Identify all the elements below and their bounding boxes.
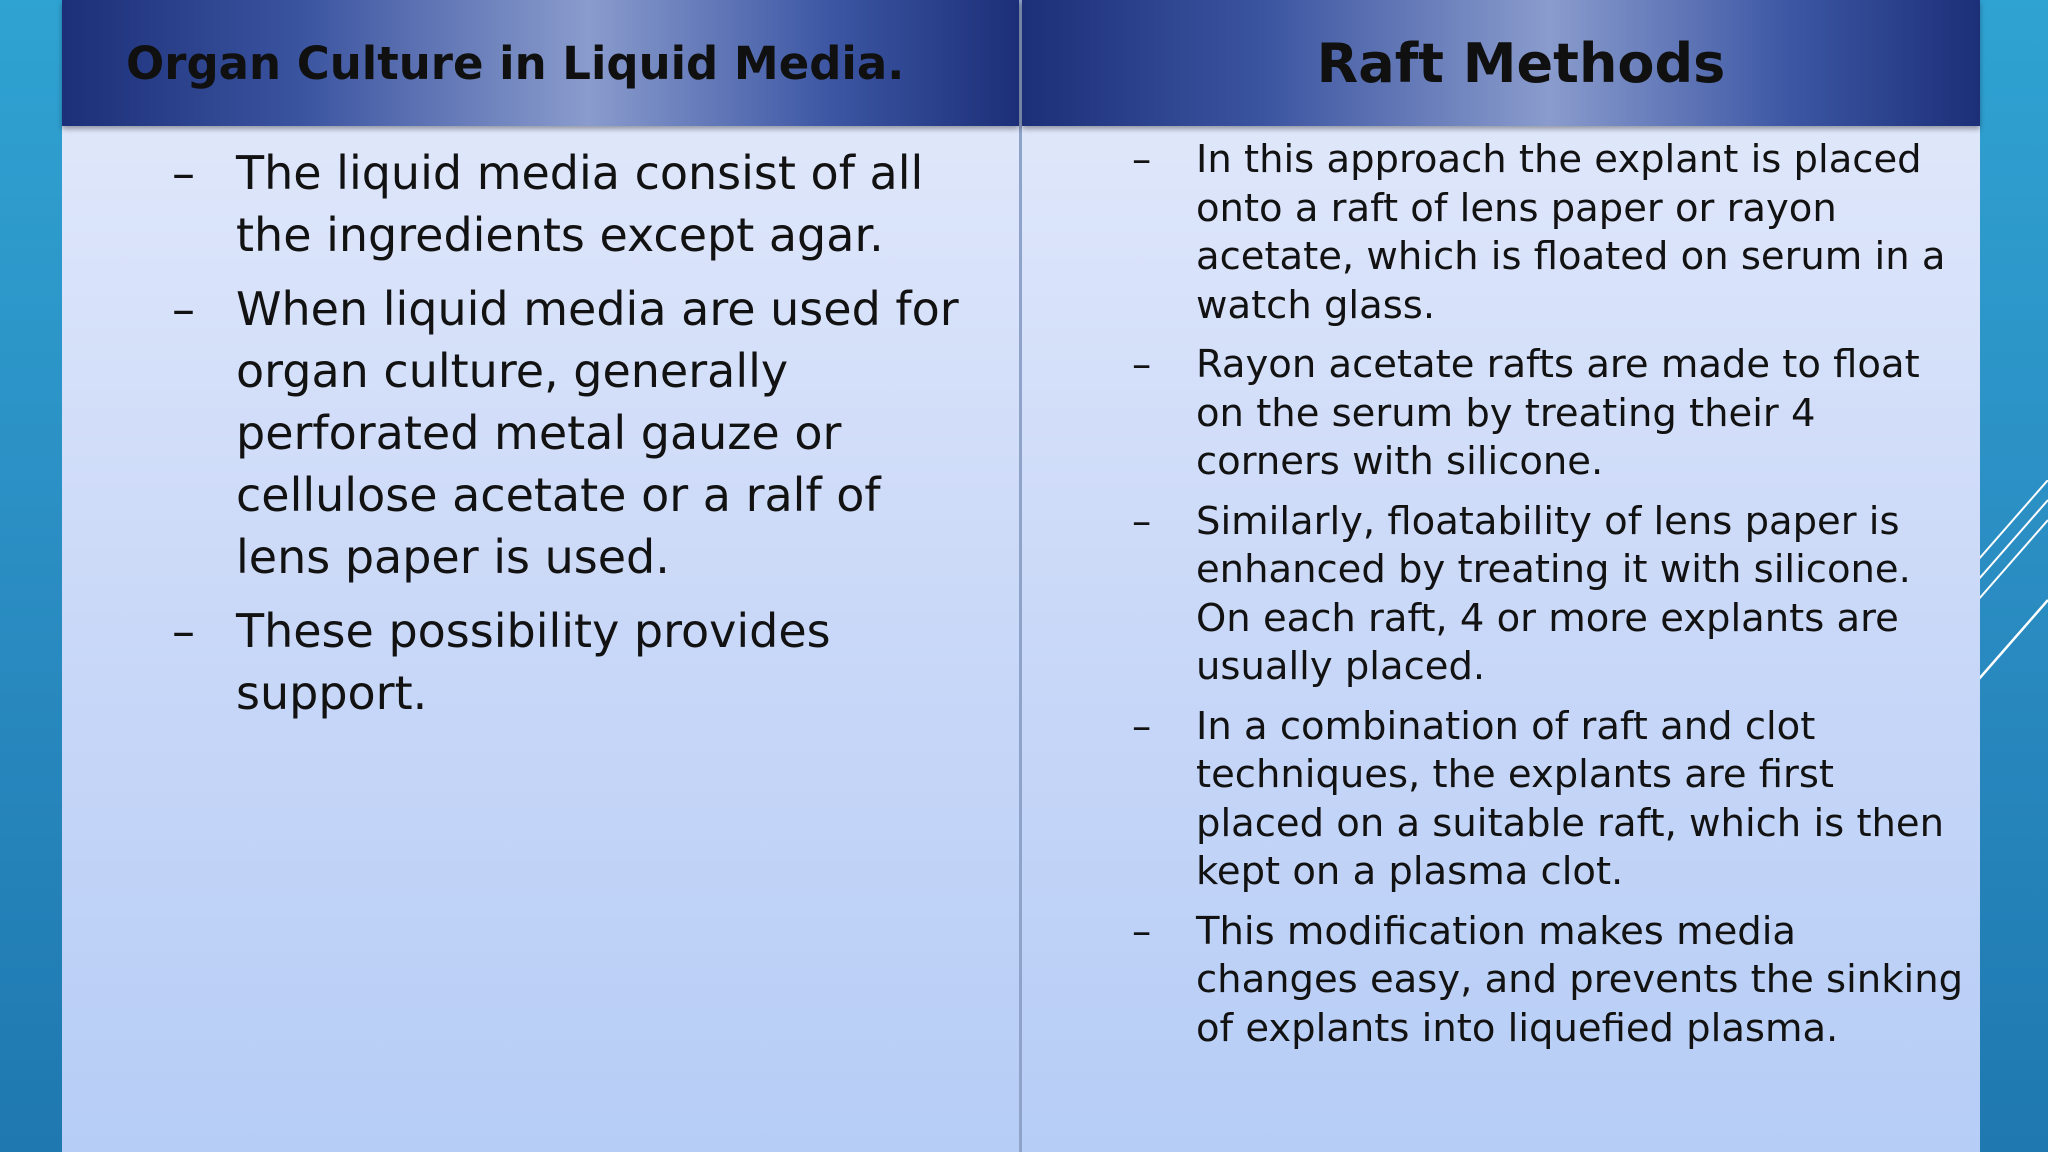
list-item [172, 142, 989, 266]
right-column-title: Raft Methods [1316, 31, 1726, 95]
left-column-title: Organ Culture in Liquid Media. [126, 36, 905, 90]
list-item [172, 600, 989, 724]
list-item [1132, 341, 1966, 487]
right-column [1022, 0, 1980, 1152]
left-bullet-list [62, 126, 1019, 724]
right-bullet-list [1022, 126, 1980, 1053]
bullet-text: Rayon acetate rafts are made to float on the serum by treating their 4 corners with silicone. [1196, 342, 1920, 484]
bullet-dash: – [1132, 908, 1152, 954]
bullet-dash: – [1132, 137, 1152, 182]
bullet-text: In this approach the explant is placed onto a raft of lens paper or rayon acetate, which is floated on serum in a watch glass. [1196, 137, 1946, 328]
list-item [1132, 498, 1966, 692]
right-column-header [1022, 0, 1980, 126]
bullet-text: When liquid media are used for organ culture, generally perforated metal gauze or cellulose acetate or a ralf of lens paper is used. [236, 282, 959, 584]
left-column [62, 0, 1022, 1152]
bullet-dash: – [1132, 342, 1152, 387]
left-column-header [62, 0, 1019, 126]
bullet-text: This modification makes media changes easy, and prevents the sinking of explants into liquefied plasma. [1196, 908, 1964, 1051]
bullet-text: These possibility provides support. [236, 604, 831, 720]
bullet-dash: – [172, 604, 195, 658]
slide [62, 0, 1980, 1152]
list-item [172, 278, 989, 588]
list-item [1132, 908, 1966, 1054]
bullet-dash: – [172, 282, 195, 336]
bullet-text: The liquid media consist of all the ingredients except agar. [236, 146, 924, 262]
bullet-text: In a combination of raft and clot techniques, the explants are first placed on a suitable raft, which is then kept on a plasma clot. [1196, 703, 1945, 894]
list-item [1132, 703, 1966, 897]
bullet-dash: – [172, 146, 195, 200]
list-item [1132, 136, 1966, 330]
bullet-dash: – [1132, 703, 1152, 749]
decorative-lines [1978, 480, 2048, 710]
bullet-text: Similarly, floatability of lens paper is enhanced by treating it with silicone. On each raft, 4 or more explants are usually placed. [1196, 498, 1911, 689]
bullet-dash: – [1132, 498, 1152, 544]
